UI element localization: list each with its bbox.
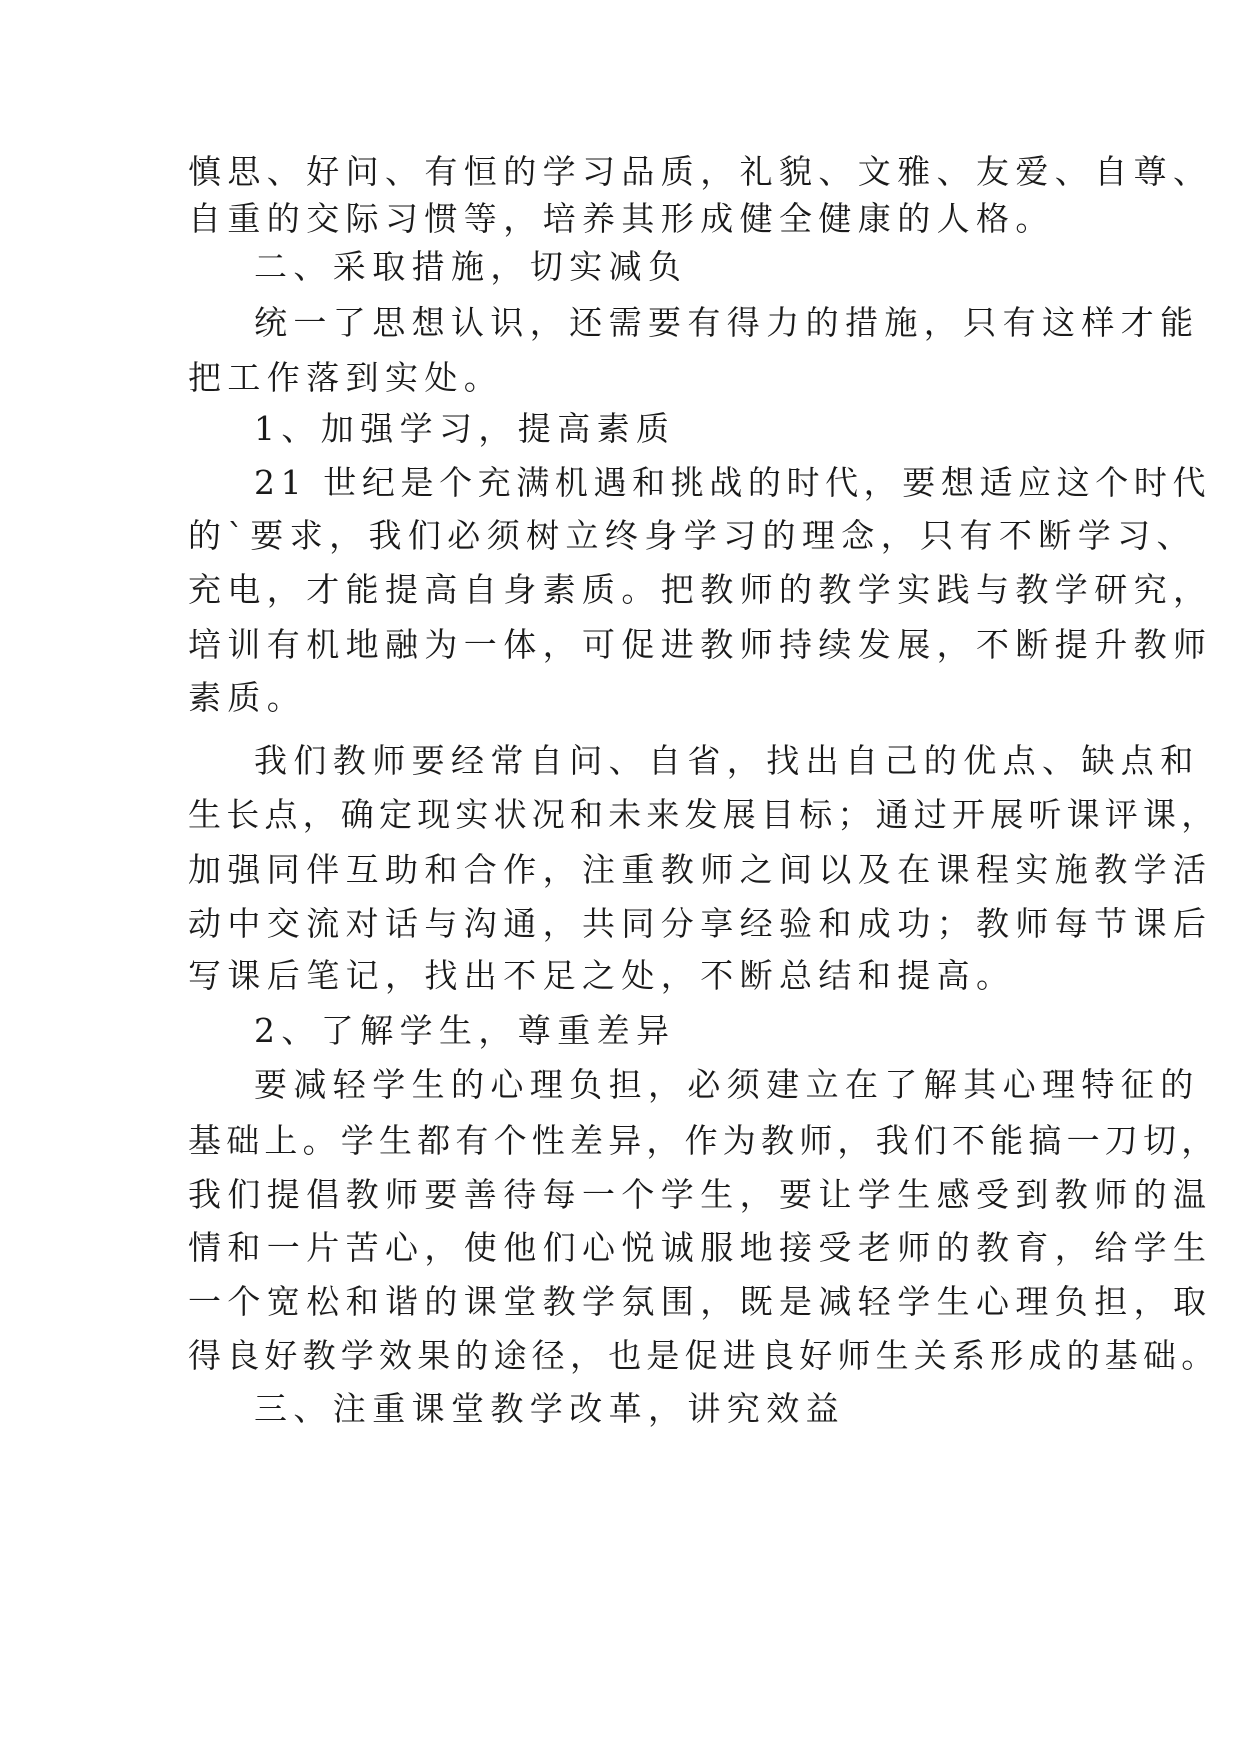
- section-heading: 二、采取措施，切实减负: [254, 247, 688, 286]
- text-line: 加强同伴互助和合作，注重教师之间以及在课程实施教学活: [188, 850, 1213, 889]
- paragraph-first-line: 要减轻学生的心理负担，必须建立在了解其心理特征的: [254, 1065, 1200, 1104]
- paragraph-first-line: 我们教师要经常自问、自省，找出自己的优点、缺点和: [254, 741, 1200, 780]
- text-line: 培训有机地融为一体，可促进教师持续发展，不断提升教师: [188, 625, 1213, 664]
- text-line: 一个宽松和谐的课堂教学氛围，既是减轻学生心理负担，取: [188, 1282, 1213, 1321]
- paragraph-first-line: 统一了思想认识，还需要有得力的措施，只有这样才能: [254, 303, 1200, 342]
- text-line: 把工作落到实处。: [188, 358, 504, 397]
- paragraph-first-line: 21 世纪是个充满机遇和挑战的时代，要想适应这个时代: [254, 463, 1212, 502]
- text-line: 基础上。学生都有个性差异，作为教师，我们不能搞一刀切，: [188, 1121, 1220, 1160]
- section-heading: 三、注重课堂教学改革，讲究效益: [254, 1389, 845, 1428]
- text-line: 充电，才能提高自身素质。把教师的教学实践与教学研究，: [188, 570, 1213, 609]
- subsection-heading: 2、了解学生，尊重差异: [254, 1011, 676, 1050]
- text-line: 的`要求，我们必须树立终身学习的理念，只有不断学习、: [188, 516, 1196, 555]
- text-line: 得良好教学效果的途径，也是促进良好师生关系形成的基础。: [188, 1336, 1220, 1375]
- text-line: 自重的交际习惯等，培养其形成健全健康的人格。: [188, 199, 1055, 238]
- text-line: 慎思、好问、有恒的学习品质，礼貌、文雅、友爱、自尊、: [188, 152, 1213, 191]
- text-line: 我们提倡教师要善待每一个学生，要让学生感受到教师的温: [188, 1175, 1213, 1214]
- text-line: 生长点，确定现实状况和未来发展目标；通过开展听课评课，: [188, 795, 1220, 834]
- text-line: 写课后笔记，找出不足之处，不断总结和提高。: [188, 956, 1016, 995]
- text-line: 情和一片苦心，使他们心悦诚服地接受老师的教育，给学生: [188, 1228, 1213, 1267]
- text-line: 素质。: [188, 678, 307, 717]
- subsection-heading: 1、加强学习，提高素质: [254, 409, 676, 448]
- text-line: 动中交流对话与沟通，共同分享经验和成功；教师每节课后: [188, 904, 1213, 943]
